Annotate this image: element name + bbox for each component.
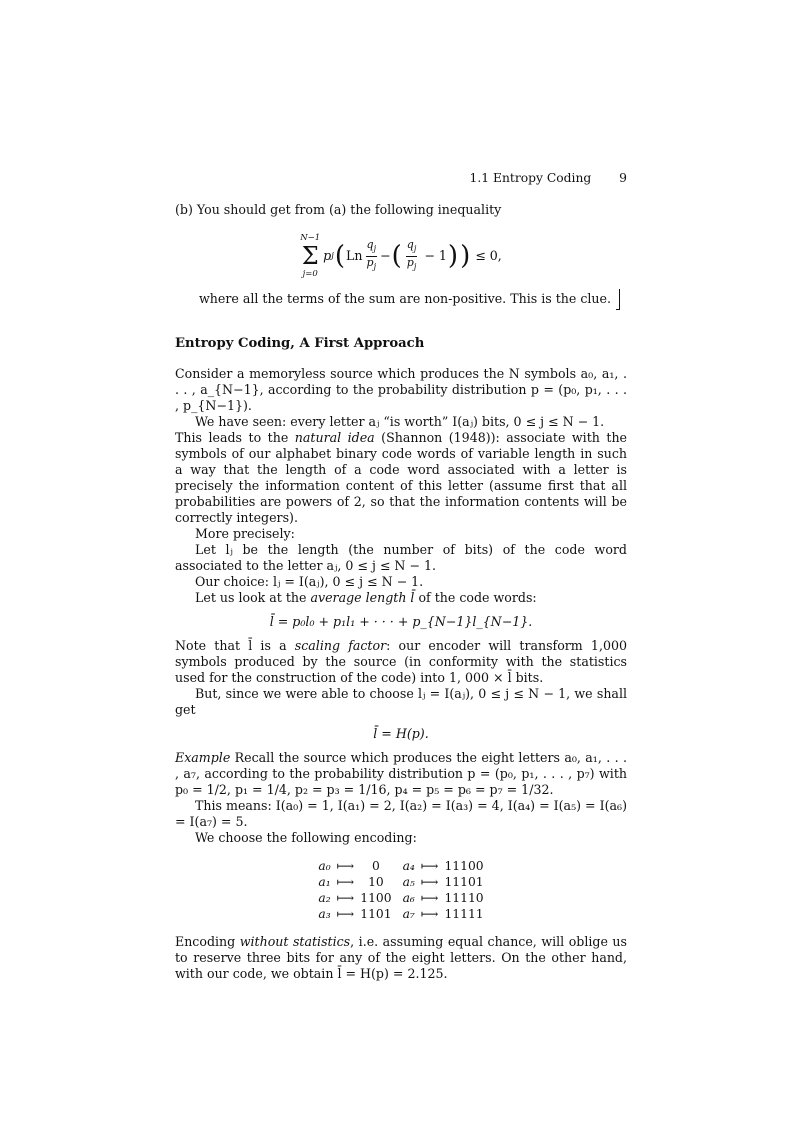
paragraph-9: But, since we were able to choose lⱼ = I(aⱼ), 0 ≤ j ≤ N − 1, we shall get (175, 686, 627, 717)
table-row: a₃ ⟼ 1101 a₇ ⟼ 11111 (318, 907, 484, 921)
average-length-equation: l̄ = p₀l₀ + p₁l₁ + · · · + p_{N−1}l_{N−1}. (269, 614, 533, 629)
paragraph-7: Let us look at the average length l̄ of the code words: (195, 590, 537, 605)
section-heading: Entropy Coding, A First Approach (175, 336, 425, 351)
paragraph-6: Our choice: lⱼ = I(aⱼ), 0 ≤ j ≤ N − 1. (195, 574, 424, 589)
fraction-q-over-p-2: $\frac{q_j}{p_j}$ (406, 238, 417, 271)
closing-bracket (616, 289, 620, 310)
paragraph-11: This means: I(a₀) = 1, I(a₁) = 2, I(a₂) = I(a₃) = 4, I(a₄) = I(a₅) = I(a₆) = I(a₇) = 5. (175, 798, 627, 829)
paragraph-12: We choose the following encoding: (195, 830, 417, 845)
sum-operator: N−1 Σ j=0 (300, 233, 321, 279)
paragraph-8: Note that l̄ is a scaling factor: our encoder will transform 1,000 symbols produced by the source (in conformity with the statistics used for the construction of the code) into 1, 000 × l̄ bits. (175, 638, 627, 685)
entropy-equation: l̄ = H(p). (373, 726, 429, 741)
clue-line: where all the terms of the sum are non-positive. This is the clue. (175, 289, 627, 310)
table-row: a₁ ⟼ 10 a₅ ⟼ 11101 (318, 875, 484, 889)
paragraph-10: Example Recall the source which produces the eight letters a₀, a₁, . . . , a₇, according to the probability distribution p = (p₀, p₁, . . . , p₇) with p₀ = 1/2, p₁ = 1/4, p₂ = p₃ = 1/16, p₄ = p₅ = p₆ = p₇ = 1/32. (175, 750, 627, 797)
paragraph-13: Encoding without statistics, i.e. assuming equal chance, will oblige us to reserve three bits for any of the eight letters. On the other hand, with our code, we obtain l̄ = H(p) = 2.125. (175, 934, 627, 981)
item-b-text: (b) You should get from (a) the following inequality (175, 202, 502, 217)
book-page (175, 170, 627, 982)
fraction-q-over-p: $\frac{q_j}{p_j}$ (366, 238, 377, 271)
page-number: 9 (619, 171, 627, 185)
inequality-display: N−1 Σ j=0 p j ( Ln $\frac{q_j}{p_j}$ − ( $\frac{q_j}{p_j}$ − 1 ) ) ≤ 0, (300, 233, 502, 279)
section-title: 1.1 Entropy Coding (469, 171, 592, 185)
table-row: a₀ ⟼ 0 a₄ ⟼ 11100 (318, 859, 484, 873)
encoding-table (315, 858, 486, 922)
paragraph-3: This leads to the natural idea (Shannon (1948)): associate with the symbols of our alphabet binary code words of variable length in such a way that the length of a code word associated with a letter is precisely the information content of this letter (assume first that all probabilities are powers of 2, so that the information contents will be correctly integers). (175, 430, 628, 525)
paragraph-1: Consider a memoryless source which produces the N symbols a₀, a₁, . . . , a_{N−1}, according to the probability distribution p = (p₀, p₁, . . . , p_{N−1}). (175, 366, 627, 413)
paragraph-4: More precisely: (195, 526, 295, 541)
table-row: a₂ ⟼ 1100 a₆ ⟼ 11110 (318, 891, 484, 905)
paragraph-2: We have seen: every letter aⱼ “is worth” I(aⱼ) bits, 0 ≤ j ≤ N − 1. (195, 414, 605, 429)
running-head (175, 170, 627, 196)
paragraph-5: Let lⱼ be the length (the number of bits) of the code word associated to the letter aⱼ, 0 ≤ j ≤ N − 1. (175, 542, 627, 573)
